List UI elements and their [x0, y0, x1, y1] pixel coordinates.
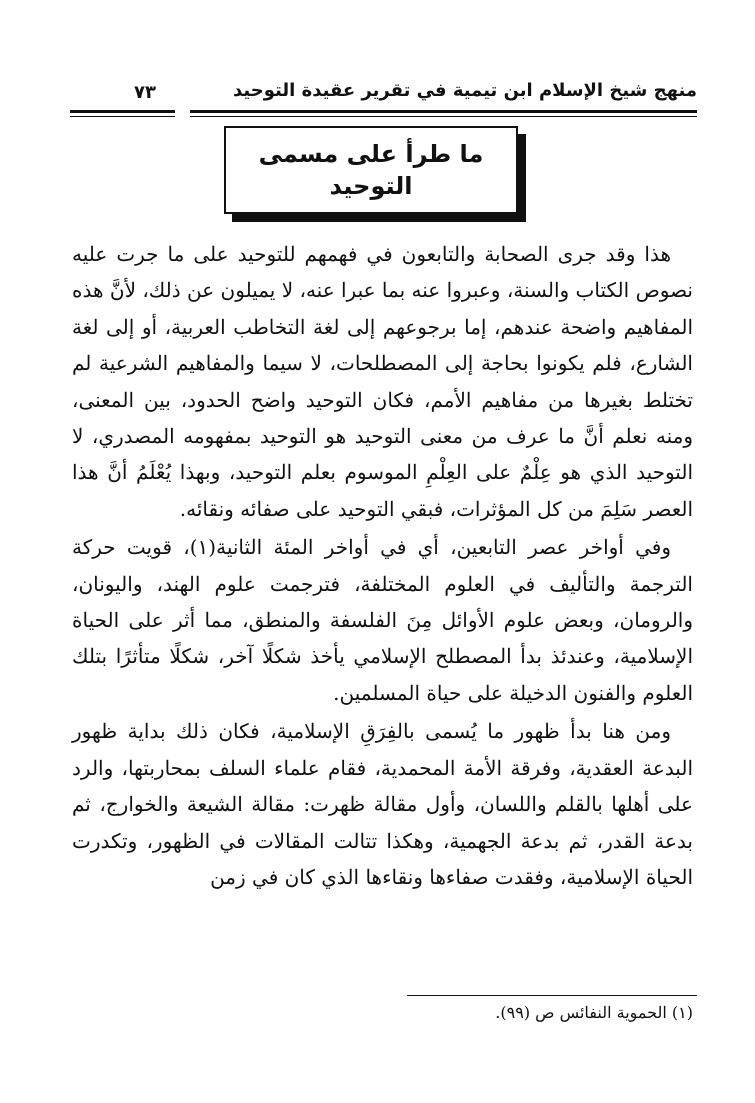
body-text [72, 236, 693, 897]
page-number: ٧٣ [134, 82, 156, 103]
header-rule [190, 110, 697, 117]
footnote: (١) الحموية النفائس ص (٩٩). [495, 1003, 693, 1022]
paragraph-2: وفي أواخر عصر التابعين، أي في أواخر المئة الثانية(١)، قويت حركة الترجمة والتأليف في العلوم المختلفة، فترجمت علوم الهند، واليونان، والرومان، وبعض علوم الأوائل مِنَ الفلسفة والمنطق، مما أثر على الحياة الإسلامية، وعندئذ بدأ المصطلح الإسلامي يأخذ شكلًا آخر، شكلًا متأثرًا بتلك العلوم والفنون الدخيلة على حياة المسلمين. [72, 535, 693, 705]
paragraph-1: هذا وقد جرى الصحابة والتابعون في فهمهم للتوحيد على ما جرت عليه نصوص الكتاب والسنة، وعبروا عنه بما عبرا عنه، لا يميلون عن ذلك، لأنَّ هذه المفاهيم واضحة عندهم، إما برجوعهم إلى لغة التخاطب العربية، أو إلى لغة الشارع، فلم يكونوا بحاجة إلى المصطلحات، لا سيما والمفاهيم الشرعية لم تختلط بغيرها من مفاهيم الأمم، فكان التوحيد واضح الحدود، بين المعنى، ومنه نعلم أنَّ ما عرف من معنى التوحيد هو التوحيد بمفهومه المصدري، لا التوحيد الذي هو عِلْمٌ على العِلْمِ الموسوم بعلم التوحيد، وبهذا يُعْلَمُ أنَّ هذا العصر سَلِمَ من كل المؤثرات، فبقي التوحيد على صفائه ونقائه. [72, 242, 693, 521]
header-rule-left [70, 110, 175, 117]
section-title-line-2: التوحيد [329, 172, 413, 200]
paragraph-3: ومن هنا بدأ ظهور ما يُسمى بالفِرَقِ الإسلامية، فكان ذلك بداية ظهور البدعة العقدية، وفرقة الأمة المحمدية، فقام علماء السلف بمحاربتها، والرد على أهلها بالقلم واللسان، وأول مقالة ظهرت: مقالة الشيعة والخوارج، ثم بدعة القدر، ثم بدعة الجهمية، وهكذا تتالت المقالات في الظهور، وتكدرت الحياة الإسلامية، وفقدت صفاءها ونقاءها الذي كان في زمن [72, 719, 693, 889]
section-title-line-1: ما طرأ على مسمى [258, 140, 484, 168]
running-header-title: منهج شيخ الإسلام ابن تيمية في تقرير عقيدة التوحيد [233, 80, 697, 101]
section-title-box [224, 126, 518, 214]
footnote-divider [407, 995, 697, 996]
